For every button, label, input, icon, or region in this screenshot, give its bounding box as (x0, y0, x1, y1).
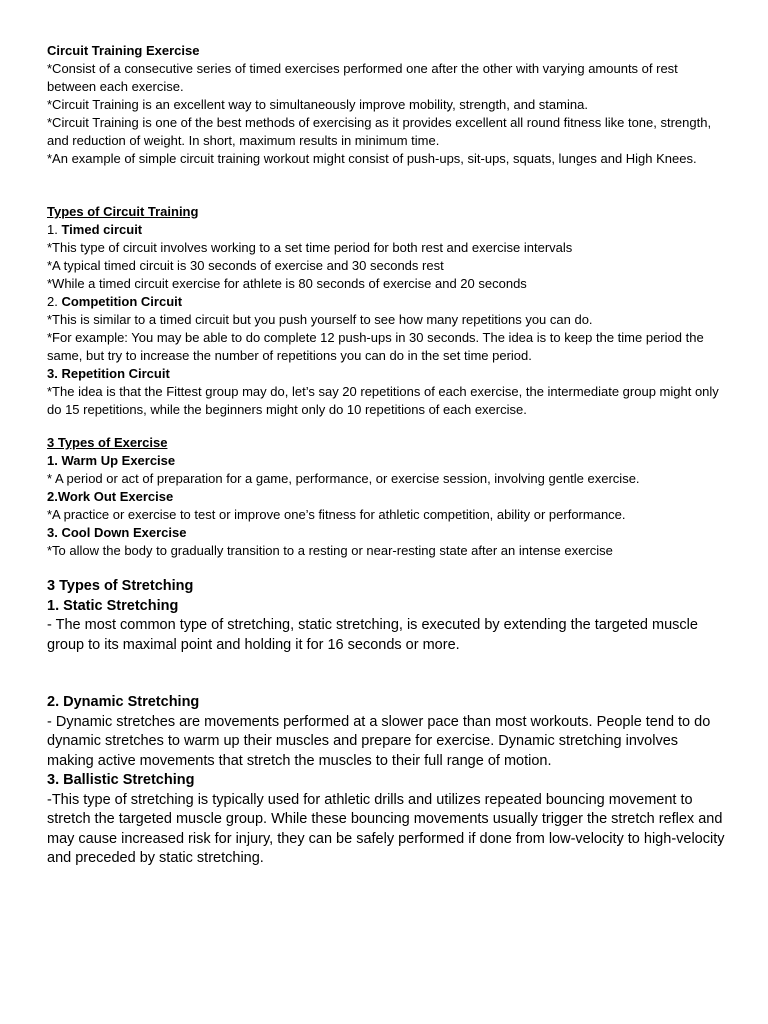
section-heading: Types of Circuit Training (47, 204, 199, 219)
paragraph-line: *An example of simple circuit training workout might consist of push-ups, sit-ups, squats, lunges and High Knees. (47, 151, 697, 166)
paragraph: - The most common type of stretching, static stretching, is executed by extending the targeted muscle group to its maximal point and holding it for 16 seconds or more. (47, 617, 698, 653)
item-title: 2. Dynamic Stretching (47, 694, 200, 710)
paragraph-line: *Circuit Training is an excellent way to simultaneously improve mobility, strength, and stamina. (47, 97, 588, 112)
paragraph: -This type of stretching is typically used for athletic drills and utilizes repeated bouncing movement to stretch the targeted muscle group. While these bouncing movements usually trigger the stretch reflex and may cause increased risk for injury, they can be safely performed if done from low-velocity to high-velocity and preceded by static stretching. (47, 791, 725, 866)
item-title: 2. Competition Circuit (47, 294, 183, 309)
paragraph-line: *While a timed circuit exercise for athlete is 80 seconds of exercise and 20 seconds (47, 276, 527, 291)
paragraph-line: *For example: You may be able to do complete 12 push-ups in 30 seconds. The idea is to keep the time period the same, but try to increase the number of repetitions you can do in the set time period. (47, 330, 704, 363)
paragraph-line: *To allow the body to gradually transition to a resting or near-resting state after an intense exercise (47, 543, 613, 558)
paragraph-line: *A practice or exercise to test or improve one’s fitness for athletic competition, ability or performance. (47, 507, 626, 522)
stretching-continued (47, 693, 727, 869)
stretching-section (47, 577, 727, 655)
section-title: Circuit Training Exercise (47, 43, 200, 58)
paragraph-line: *Consist of a consecutive series of timed exercises performed one after the other with varying amounts of rest between each exercise. (47, 61, 678, 94)
item-title: 1. Static Stretching (47, 597, 179, 614)
item-title: 1. Warm Up Exercise (47, 453, 176, 468)
item-title: 1. Timed circuit (47, 222, 143, 237)
paragraph-line: *Circuit Training is one of the best methods of exercising as it provides excellent all round fitness like tone, strength, and reduction of weight. In short, maximum results in minimum time. (47, 115, 712, 148)
item-title: 2.Work Out Exercise (47, 489, 174, 504)
item-title: 3. Repetition Circuit (47, 366, 170, 381)
types-circuit-section (47, 203, 727, 419)
item-title: 3. Ballistic Stretching (47, 772, 195, 788)
item-title: 3. Cool Down Exercise (47, 525, 187, 540)
paragraph: - Dynamic stretches are movements performed at a slower pace than most workouts. People tend to do dynamic stretches to warm up their muscles and prepare for exercise. Dynamic stretching involves making active movements that stretch the muscles to their full range of motion. (47, 713, 711, 769)
paragraph-line: *This type of circuit involves working to a set time period for both rest and exercise intervals (47, 240, 573, 255)
section-heading: 3 Types of Exercise (47, 435, 168, 450)
paragraph-line: *A typical timed circuit is 30 seconds of exercise and 30 seconds rest (47, 258, 444, 273)
section-heading: 3 Types of Stretching (47, 578, 194, 594)
circuit-section (47, 42, 727, 168)
paragraph-line: * A period or act of preparation for a game, performance, or exercise session, involving gentle exercise. (47, 471, 640, 486)
paragraph-line: *This is similar to a timed circuit but you push yourself to see how many repetitions you can do. (47, 312, 593, 327)
exercise-types-section (47, 434, 727, 560)
paragraph-line: *The idea is that the Fittest group may do, let’s say 20 repetitions of each exercise, the intermediate group might only do 15 repetitions, while the beginners might only do 10 repetitions of each exercise. (47, 384, 719, 417)
